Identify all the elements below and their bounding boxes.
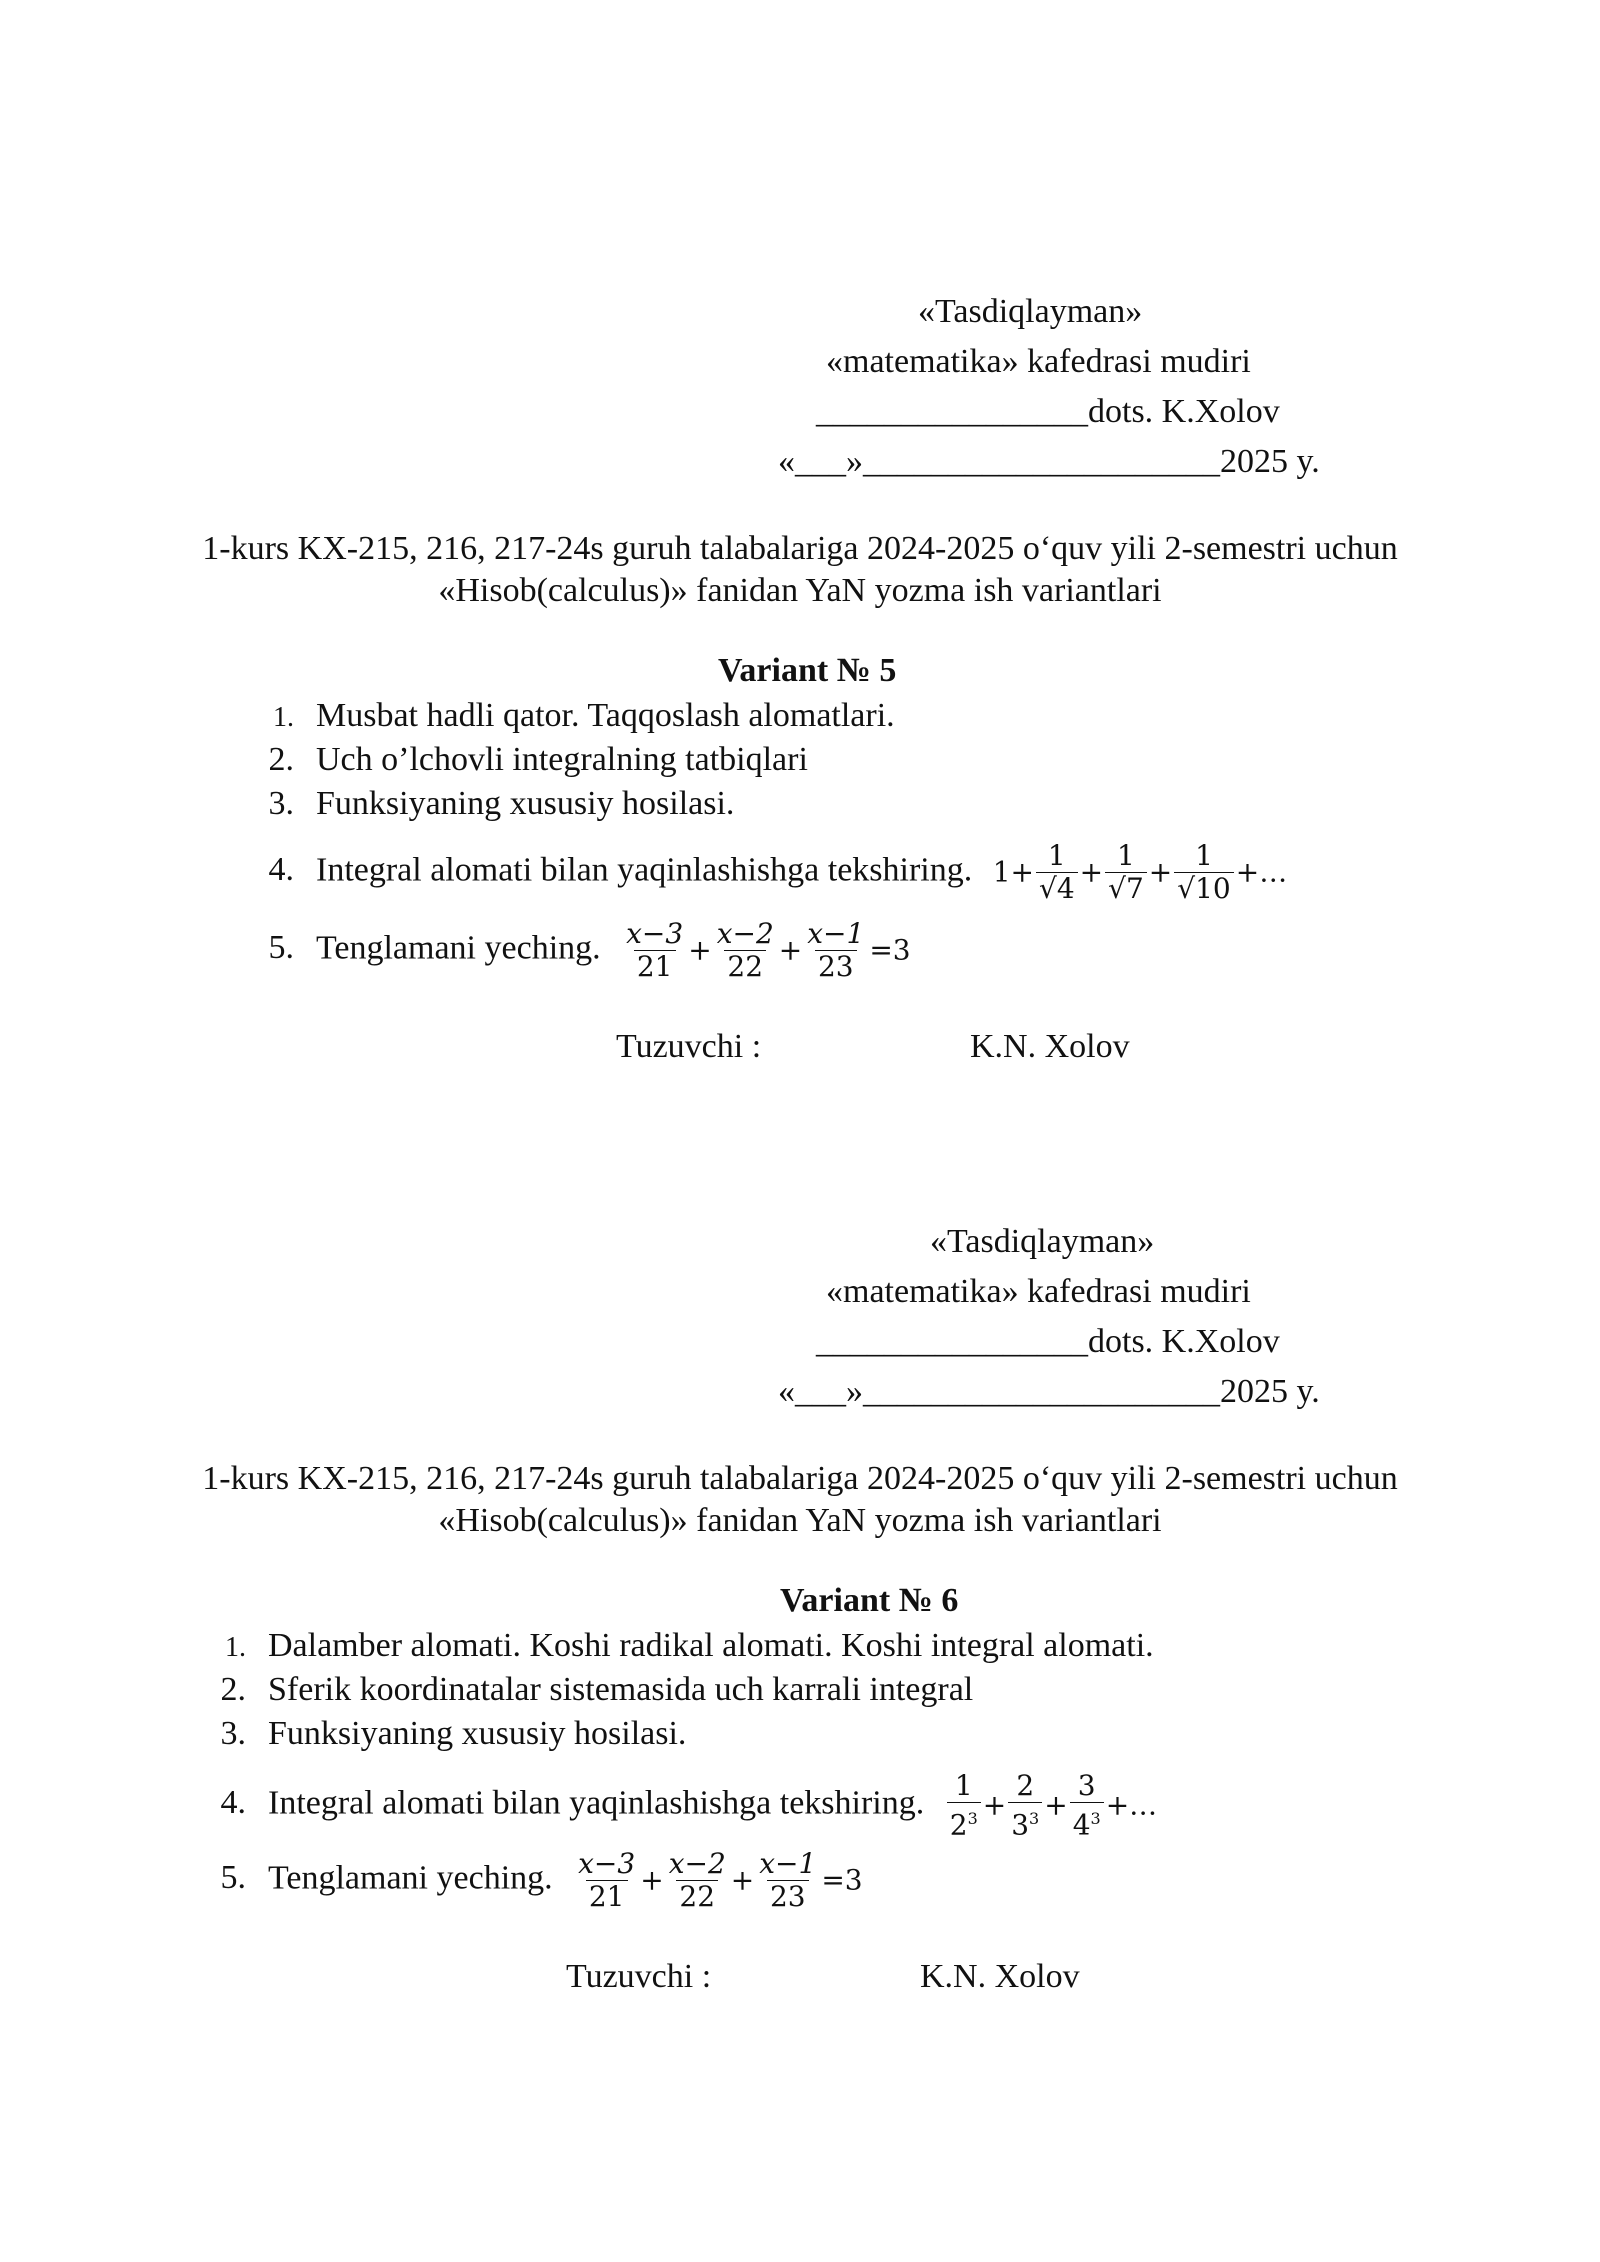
approval-signature-line: ________________dots. K.Xolov xyxy=(816,393,1280,430)
series-term: $\frac{3}{4^3}$ xyxy=(1070,1770,1104,1841)
equation-expression: $\frac{x-3}{21}$ + $\frac{x-2}{22}$ + $\frac{x-1}{23}$ =3 xyxy=(621,918,910,983)
task-number: 1. xyxy=(225,1632,246,1663)
task-text: Integral alomati bilan yaqinlashishga tekshiring. xyxy=(316,851,973,889)
equation-rhs: =3 xyxy=(821,1863,863,1897)
task-text: Tenglamani yeching. xyxy=(316,929,601,967)
variant-title: Variant № 6 xyxy=(780,1582,959,1619)
equation-term: $\frac{x-1}{23}$ xyxy=(807,917,865,983)
task-number: 2. xyxy=(268,741,294,778)
task-number: 2. xyxy=(220,1671,246,1708)
task-number: 4. xyxy=(220,1784,246,1822)
task-item-2 xyxy=(244,738,808,782)
signature-label: Tuzuvchi : xyxy=(616,1028,762,1065)
task-number: 3. xyxy=(268,785,294,822)
approval-title: «Tasdiqlayman» xyxy=(918,293,1143,330)
approval-department: «matematika» kafedrasi mudiri xyxy=(826,1273,1251,1310)
task-number: 5. xyxy=(220,1859,246,1897)
task-text: Sferik koordinatalar sistemasida uch karrali integral xyxy=(268,1671,974,1708)
equation-term: $\frac{x-3}{21}$ xyxy=(626,917,684,983)
task-item-1 xyxy=(196,1624,1154,1670)
series-expression: 1+ $\frac{1}{√4}$ + $\frac{1}{√7}$ + $\frac{1}{√10}$ +… xyxy=(992,839,1288,905)
task-text: Uch o’lchovli integralning tatbiqlari xyxy=(316,741,808,778)
series-expression: $\frac{1}{2^3}$ + $\frac{2}{3^3}$ + $\frac{3}{4^3}$ +… xyxy=(945,1770,1157,1841)
task-item-3 xyxy=(196,1712,686,1756)
task-number: 4. xyxy=(268,851,294,889)
task-text: Dalamber alomati. Koshi radikal alomati. Koshi integral alomati. xyxy=(268,1627,1154,1664)
variant-block-6 xyxy=(0,930,1600,1995)
approval-date-line: «___»_____________________2025 y. xyxy=(778,1373,1320,1410)
task-item-3 xyxy=(244,782,734,826)
task-text: Tenglamani yeching. xyxy=(268,1859,553,1897)
equation-rhs: =3 xyxy=(869,933,911,967)
header-line-2: «Hisob(calculus)» fanidan YaN yozma ish variantlari xyxy=(438,1502,1162,1539)
approval-department: «matematika» kafedrasi mudiri xyxy=(826,343,1251,380)
signature-label: Tuzuvchi : xyxy=(566,1958,712,1995)
equation-term: $\frac{x-1}{23}$ xyxy=(759,1847,817,1913)
equation-term: $\frac{x-2}{22}$ xyxy=(668,1847,726,1913)
task-text: Funksiyaning xususiy hosilasi. xyxy=(268,1715,687,1752)
task-item-2 xyxy=(196,1668,973,1712)
approval-date-line: «___»_____________________2025 y. xyxy=(778,443,1320,480)
header-line-2: «Hisob(calculus)» fanidan YaN yozma ish variantlari xyxy=(438,572,1162,609)
series-term: $\frac{2}{3^3}$ xyxy=(1008,1770,1042,1841)
series-lead: 1+ xyxy=(992,855,1035,889)
task-item-5 xyxy=(196,1848,863,1913)
equation-term: $\frac{x-2}{22}$ xyxy=(716,917,774,983)
task-text: Funksiyaning xususiy hosilasi. xyxy=(316,785,735,822)
variant-title: Variant № 5 xyxy=(718,652,897,689)
series-tail: +… xyxy=(1105,1788,1158,1822)
series-term: $\frac{1}{2^3}$ xyxy=(947,1770,981,1841)
series-term: $\frac{1}{√10}$ xyxy=(1174,840,1233,905)
variant-block-5 xyxy=(0,0,1600,1065)
task-item-1 xyxy=(244,694,895,740)
task-number: 3. xyxy=(220,1715,246,1752)
task-text: Musbat hadli qator. Taqqoslash alomatlari. xyxy=(316,697,895,734)
approval-title: «Tasdiqlayman» xyxy=(930,1223,1155,1260)
header-line-1: 1-kurs KX-215, 216, 217-24s guruh talabalariga 2024-2025 o‘quv yili 2-semestri uchun xyxy=(202,530,1398,567)
signature-name: K.N. Xolov xyxy=(920,1958,1080,1995)
approval-signature-line: ________________dots. K.Xolov xyxy=(816,1323,1280,1360)
task-number: 1. xyxy=(273,702,294,733)
task-text: Integral alomati bilan yaqinlashishga tekshiring. xyxy=(268,1784,925,1822)
series-term: $\frac{1}{√7}$ xyxy=(1105,840,1147,905)
task-item-4 xyxy=(244,840,1287,905)
series-tail: +… xyxy=(1235,855,1288,889)
series-term: $\frac{1}{√4}$ xyxy=(1036,840,1078,905)
header-line-1: 1-kurs KX-215, 216, 217-24s guruh talabalariga 2024-2025 o‘quv yili 2-semestri uchun xyxy=(202,1460,1398,1497)
signature-name: K.N. Xolov xyxy=(970,1028,1130,1065)
task-item-4 xyxy=(196,1770,1157,1841)
task-number: 5. xyxy=(268,929,294,967)
equation-term: $\frac{x-3}{21}$ xyxy=(578,1847,636,1913)
equation-expression: $\frac{x-3}{21}$ + $\frac{x-2}{22}$ + $\frac{x-1}{23}$ =3 xyxy=(573,1848,862,1913)
